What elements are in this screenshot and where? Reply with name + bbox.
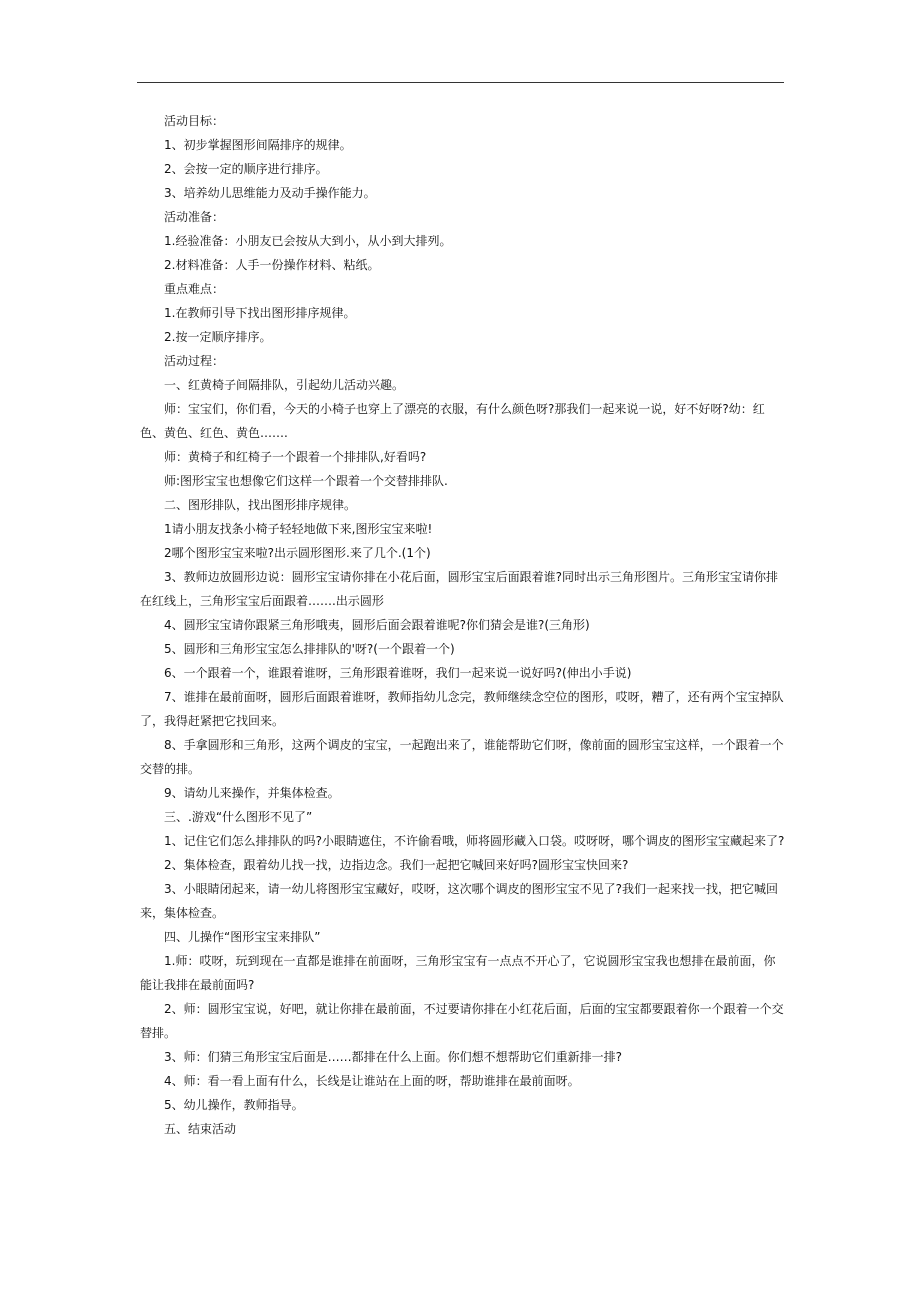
paragraph: 五、结束活动 <box>164 1122 237 1136</box>
paragraph: 一、红黄椅子间隔排队，引起幼儿活动兴趣。 <box>164 378 405 392</box>
paragraph: 4、师：看一看上面有什么，长线是让谁站在上面的呀，帮助谁排在最前面呀。 <box>164 1074 580 1088</box>
paragraph: 师：黄椅子和红椅子一个跟着一个排排队,好看吗? <box>164 450 427 464</box>
paragraph: 6、一个跟着一个，谁跟着谁呀，三角形跟着谁呀，我们一起来说一说好吗?(伸出小手说) <box>164 666 632 680</box>
paragraph: 5、圆形和三角形宝宝怎么排排队的'呀?(一个跟着一个) <box>164 642 455 656</box>
paragraph: 活动目标： <box>164 114 225 128</box>
paragraph: 二、图形排队，找出图形排序规律。 <box>164 498 357 512</box>
paragraph: 5、幼儿操作，教师指导。 <box>164 1098 304 1112</box>
paragraph: 1、初步掌握图形间隔排序的规律。 <box>164 138 352 152</box>
paragraph: 活动准备： <box>164 210 225 224</box>
paragraph: 2哪个图形宝宝来啦?出示圆形图形.来了几个.(1个) <box>164 546 431 560</box>
paragraph: 2.按一定顺序排序。 <box>164 330 272 344</box>
paragraph: 1、记住它们怎么排排队的吗?小眼睛遮住，不许偷看哦，师将圆形藏入口袋。哎呀呀，哪个调皮的图形宝宝藏起来了? <box>164 834 785 848</box>
paragraph: 2、会按一定的顺序进行排序。 <box>164 162 328 176</box>
paragraph: 2.材料准备：人手一份操作材料、粘纸。 <box>164 258 380 272</box>
paragraph: 8、手拿圆形和三角形，这两个调皮的宝宝，一起跑出来了，谁能帮助它们呀，像前面的圆形宝宝这样，一个跟着一个交替的排。 <box>140 738 784 776</box>
paragraph: 9、请幼儿来操作，并集体检查。 <box>164 786 340 800</box>
paragraph: 师:图形宝宝也想像它们这样一个跟着一个交替排排队. <box>164 474 448 488</box>
paragraph: 三、.游戏“什么图形不见了” <box>164 810 313 824</box>
document-body <box>140 109 785 1141</box>
paragraph: 3、小眼睛闭起来，请一幼儿将图形宝宝藏好，哎呀，这次哪个调皮的图形宝宝不见了?我们一起来找一找，把它喊回来，集体检查。 <box>140 882 779 920</box>
paragraph: 7、谁排在最前面呀，圆形后面跟着谁呀，教师指幼儿念完，教师继续念空位的图形，哎呀，糟了，还有两个宝宝掉队了，我得赶紧把它找回来。 <box>140 690 784 728</box>
header-rule <box>137 82 784 83</box>
paragraph: 1.经验准备：小朋友已会按从大到小，从小到大排列。 <box>164 234 452 248</box>
paragraph: 2、师：圆形宝宝说，好吧，就让你排在最前面，不过要请你排在小红花后面，后面的宝宝都要跟着你一个跟着一个交替排。 <box>140 1002 784 1040</box>
paragraph: 重点难点： <box>164 282 225 296</box>
paragraph: 3、师：们猜三角形宝宝后面是……都排在什么上面。你们想不想帮助它们重新排一排? <box>164 1050 623 1064</box>
paragraph: 3、教师边放圆形边说：圆形宝宝请你排在小花后面，圆形宝宝后面跟着谁?同时出示三角形图片。三角形宝宝请你排在红线上，三角形宝宝后面跟着…….出示圆形 <box>140 570 779 608</box>
paragraph: 3、培养幼儿思维能力及动手操作能力。 <box>164 186 376 200</box>
paragraph: 1.在教师引导下找出图形排序规律。 <box>164 306 356 320</box>
paragraph: 师：宝宝们，你们看，今天的小椅子也穿上了漂亮的衣服，有什么颜色呀?那我们一起来说一说，好不好呀?幼：红色、黄色、红色、黄色……. <box>140 402 765 440</box>
paragraph: 四、儿操作“图形宝宝来排队” <box>164 930 321 944</box>
paragraph: 1请小朋友找条小椅子轻轻地做下来,图形宝宝来啦! <box>164 522 433 536</box>
paragraph: 4、圆形宝宝请你跟紧三角形哦夷，圆形后面会跟着谁呢?你们猜会是谁?(三角形) <box>164 618 590 632</box>
paragraph: 活动过程： <box>164 354 225 368</box>
paragraph: 2、集体检查，跟着幼儿找一找，边指边念。我们一起把它喊回来好吗?圆形宝宝快回来? <box>164 858 629 872</box>
paragraph: 1.师：哎呀，玩到现在一直都是谁排在前面呀，三角形宝宝有一点点不开心了，它说圆形宝宝我也想排在最前面，你能让我排在最前面吗? <box>140 954 776 992</box>
